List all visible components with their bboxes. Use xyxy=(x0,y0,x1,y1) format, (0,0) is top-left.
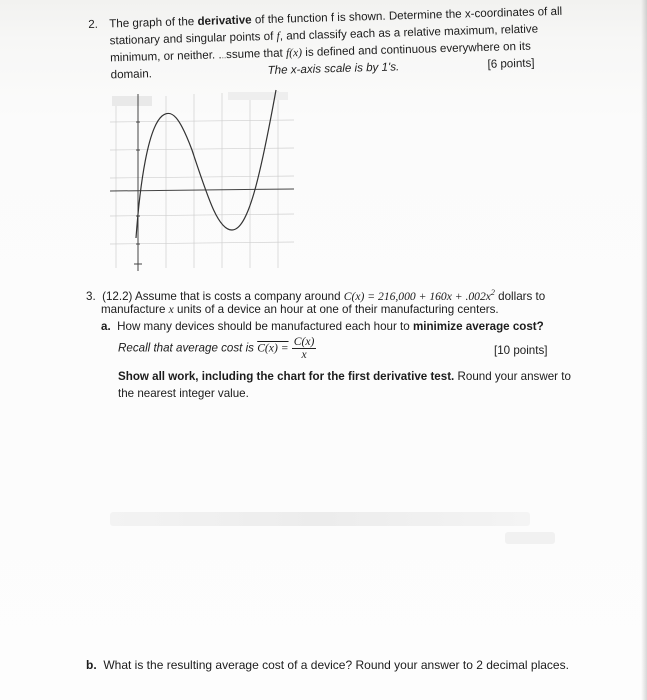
part-label: b. xyxy=(86,658,97,672)
average-cost-lhs: C(x) = xyxy=(257,341,289,355)
question-2 xyxy=(88,3,569,82)
q2-text: stationary and singular points of xyxy=(109,29,277,48)
q2-math-fx: f(x) xyxy=(285,46,303,60)
q2-text: The graph of the xyxy=(109,14,198,31)
q3-show-work-line-2: the nearest integer value. xyxy=(118,387,249,400)
exponent: 2 xyxy=(490,288,495,297)
q2-line-3: minimum, or neither. ...ssume that f(x) is defined and continuous everywhere on its xyxy=(109,39,531,65)
q2-text: , and classify each as a relative maximum, relative xyxy=(279,22,539,43)
q3-points: [10 points] xyxy=(494,344,548,357)
q3-bold-text: Show all work, including the chart for the first derivative test. xyxy=(118,370,455,383)
q3-text: dollars to xyxy=(494,289,546,303)
math-x: x xyxy=(168,303,174,316)
q3-text: (12.2) Assume that is costs a company around xyxy=(102,289,344,303)
q2-domain: domain. xyxy=(110,67,153,82)
q3-line-2 xyxy=(101,301,499,318)
q2-math-f: f xyxy=(276,29,280,43)
q2-text: ssume that xyxy=(225,46,287,62)
q2-text: minimum, or neither. xyxy=(109,48,219,65)
cost-function: C(x) = 216,000 + 160x + .002x xyxy=(343,289,491,303)
q3-part-a xyxy=(101,318,544,335)
fraction-numerator: C(x) xyxy=(293,335,315,348)
question-b xyxy=(86,658,569,672)
q3-text: units of a device an hour at one of their manufacturing centers. xyxy=(173,303,499,316)
recall-text: Recall that average cost is xyxy=(118,341,258,355)
q2-text: of the function f is shown. Determine the x-coordinates of all xyxy=(251,4,563,27)
q3-show-work xyxy=(118,368,571,385)
q2-scale-note: The x-axis scale is by 1's. xyxy=(267,60,400,78)
bleed-through-smudge xyxy=(505,532,555,544)
average-cost-fraction xyxy=(292,336,317,361)
bleed-through-smudge xyxy=(110,512,530,526)
q2-points: [6 points] xyxy=(487,56,535,71)
page-edge-shadow xyxy=(641,0,647,700)
q3-bold-text: minimize average cost? xyxy=(412,320,544,333)
question-number: 2. xyxy=(88,17,99,31)
derivative-graph xyxy=(108,88,298,274)
q3-text: manufacture xyxy=(101,303,169,316)
q3-text: Round your answer to xyxy=(454,370,571,383)
part-label: a. xyxy=(101,320,111,333)
recall-line xyxy=(118,336,316,361)
qb-text: What is the resulting average cost of a device? Round your answer to 2 decimal places. xyxy=(103,658,569,672)
q3-text: How many devices should be manufactured each hour to xyxy=(117,320,413,333)
question-number: 3. xyxy=(86,289,96,303)
q2-text: is defined and continuous everywhere on its xyxy=(301,39,531,60)
fraction-denominator: x xyxy=(301,348,307,361)
q2-bold-derivative: derivative xyxy=(197,13,252,28)
